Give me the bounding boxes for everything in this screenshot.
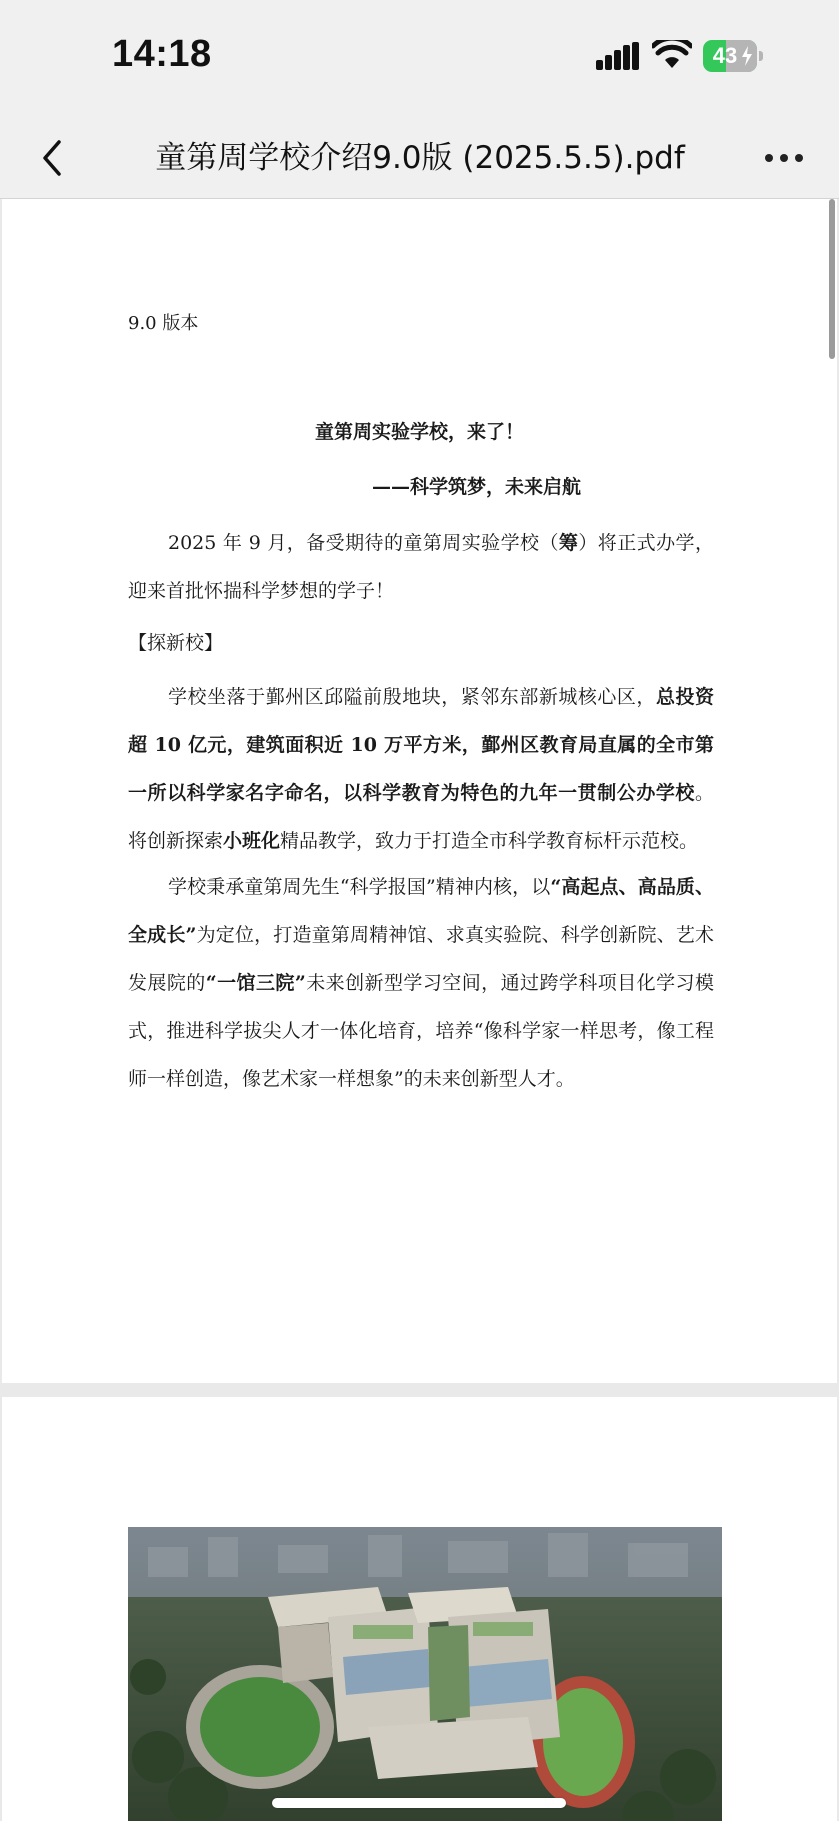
text-run: “一馆三院”: [205, 972, 306, 994]
wifi-icon: [652, 40, 692, 70]
more-options-button[interactable]: [752, 136, 816, 180]
status-bar: [0, 0, 839, 118]
more-horizontal-icon: [764, 153, 804, 163]
document-subheading: ——科学筑梦，未来启航: [372, 476, 582, 498]
version-label: 9.0 版本: [128, 313, 199, 334]
text-run: 学校坐落于鄞州区邱隘前殷地块，紧邻东部新城核心区，: [168, 686, 656, 708]
section-heading: 【探新校】: [128, 632, 224, 654]
home-indicator[interactable]: [272, 1798, 566, 1808]
school-overview-paragraph: [128, 673, 714, 865]
text-run: “高起点、高品质、全成长”: [128, 876, 714, 946]
text-run: ）将正式办学，迎来首批怀揣科学梦想的学子！: [128, 532, 714, 602]
vertical-scrollbar[interactable]: [829, 199, 835, 359]
text-run: 总投资超 10 亿元，建筑面积近 10 万平方米，鄞州区教育局直属的全市第一所以科学家名字命名，以科学教育为特色的九年一贯制公办学校: [128, 686, 714, 804]
intro-paragraph: [128, 519, 714, 615]
school-vision-paragraph: [128, 863, 714, 1103]
charging-bolt-icon: [741, 46, 753, 66]
back-button[interactable]: [22, 126, 82, 190]
battery-cap: [759, 51, 763, 61]
battery-percentage: 43: [712, 43, 738, 68]
pdf-viewer[interactable]: [0, 199, 839, 1821]
text-run: 未来创新型学习空间，通过跨学科项目化学习模式，推进科学拔尖人才一体化培育，培养“像科学家一样思考，像工程师一样创造，像艺术家一样想象”的未来创新型人才。: [128, 972, 714, 1090]
text-run: 学校秉承童第周先生“科学报国”精神内核，以: [168, 876, 551, 898]
pdf-page-1: [2, 199, 837, 1383]
document-heading: 童第周实验学校，来了！: [314, 421, 524, 443]
chevron-left-icon: [39, 138, 65, 178]
text-run: 为定位，打造童第周精神馆、求真实验院、科学创新院、艺术发展院的: [128, 924, 714, 994]
text-run: 精品教学，致力于打造全市科学教育标杆示范校。: [280, 830, 699, 852]
text-run: 小班化: [223, 830, 281, 852]
text-run: 筹: [558, 532, 579, 554]
battery-indicator: [703, 40, 763, 72]
navigation-bar: [0, 118, 839, 199]
text-run: 2025 年 9 月，备受期待的童第周实验学校（: [168, 532, 559, 554]
text-run: 。将创新探索: [128, 782, 714, 852]
status-time: 14:18: [112, 33, 212, 75]
signal-bars-icon: [596, 42, 640, 70]
pdf-page-2: [2, 1397, 837, 1821]
campus-rendering-image: [128, 1527, 722, 1821]
battery-body: [703, 40, 757, 72]
document-title: 童第周学校介绍9.0版 (2025.5.5).pdf: [155, 140, 685, 176]
